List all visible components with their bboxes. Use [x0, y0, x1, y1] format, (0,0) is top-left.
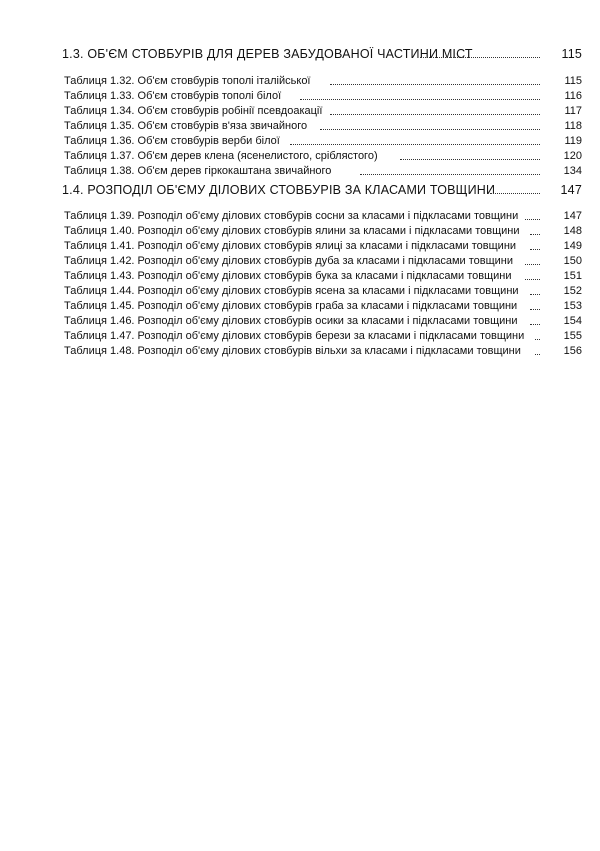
toc-entry-text: Таблиця 1.33. Об'єм стовбурів тополі білої	[64, 88, 284, 104]
leader-dots	[420, 46, 540, 58]
toc-entry-text: Таблиця 1.42. Розподіл об'єму ділових стовбурів дуба за класами і підкласами товщини	[64, 253, 516, 269]
toc-entry-text: Таблиця 1.47. Розподіл об'єму ділових стовбурів берези за класами і підкласами товщини	[64, 328, 527, 344]
toc-page-number: 156	[563, 345, 582, 357]
leader-dots	[525, 268, 540, 280]
toc-entry[interactable]	[0, 313, 600, 329]
leader-dots	[525, 253, 540, 265]
toc-page-number: 115	[564, 75, 582, 87]
leader-dots	[530, 313, 540, 325]
toc-entry[interactable]	[0, 133, 600, 149]
toc-entry-text: Таблиця 1.36. Об'єм стовбурів верби білої	[64, 133, 283, 149]
toc-entry-text: Таблиця 1.34. Об'єм стовбурів робінії псевдоакації	[64, 103, 325, 119]
toc-section[interactable]	[0, 46, 600, 62]
toc-page-number: 149	[563, 240, 582, 252]
toc-entry-text: Таблиця 1.37. Об'єм дерев клена (ясенелистого, сріблястого)	[64, 148, 381, 164]
toc-entry[interactable]	[0, 103, 600, 119]
toc-entry[interactable]	[0, 163, 600, 179]
toc-page-number: 134	[563, 165, 582, 177]
toc-entry[interactable]	[0, 268, 600, 284]
toc-entry[interactable]	[0, 283, 600, 299]
toc-page-number: 120	[563, 150, 582, 162]
toc-page-number: 147	[560, 183, 582, 197]
toc-entry-text: Таблиця 1.39. Розподіл об'єму ділових стовбурів сосни за класами і підкласами товщини	[64, 208, 521, 224]
toc-entry[interactable]	[0, 298, 600, 314]
toc-entry[interactable]	[0, 118, 600, 134]
toc-entry[interactable]	[0, 328, 600, 344]
toc-section[interactable]	[0, 182, 600, 198]
leader-dots	[530, 298, 540, 310]
toc-page-number: 115	[561, 47, 582, 61]
toc-page-number: 153	[563, 300, 582, 312]
toc-page-number: 147	[563, 210, 582, 222]
toc-section[interactable]	[0, 346, 600, 362]
leader-dots	[330, 73, 540, 85]
toc-entry[interactable]	[0, 238, 600, 254]
toc-page-number: 116	[564, 90, 582, 102]
toc-entry-text: Таблиця 1.38. Об'єм дерев гіркокаштана звичайного	[64, 163, 334, 179]
toc-entry[interactable]	[0, 208, 600, 224]
toc-page-number: 150	[563, 255, 582, 267]
toc-entry[interactable]	[0, 73, 600, 89]
leader-dots	[290, 133, 540, 145]
toc-entry[interactable]	[0, 253, 600, 269]
toc-entry[interactable]	[0, 148, 600, 164]
toc-page-number: 155	[563, 330, 582, 342]
toc-entry-text: 1.4. РОЗПОДІЛ ОБ'ЄМУ ДІЛОВИХ СТОВБУРІВ ЗА КЛАСАМИ ТОВЩИНИ	[62, 182, 498, 198]
toc-entry-text: Таблиця 1.45. Розподіл об'єму ділових стовбурів граба за класами і підкласами товщини	[64, 298, 520, 314]
toc-page-number: 154	[563, 315, 582, 327]
leader-dots	[360, 163, 540, 175]
toc-entry-text: 1.3. ОБ'ЄМ СТОВБУРІВ ДЛЯ ДЕРЕВ ЗАБУДОВАНОЇ ЧАСТИНИ МІСТ	[62, 46, 476, 62]
leader-dots	[400, 148, 540, 160]
leader-dots	[535, 328, 540, 340]
leader-dots	[330, 103, 540, 115]
toc-entry[interactable]	[0, 223, 600, 239]
toc-entry-text: Таблиця 1.41. Розподіл об'єму ділових стовбурів ялиці за класами і підкласами товщини	[64, 238, 519, 254]
leader-dots	[320, 118, 540, 130]
leader-dots	[530, 223, 540, 235]
toc-page-number: 119	[564, 135, 582, 147]
toc-entry-text: Таблиця 1.46. Розподіл об'єму ділових стовбурів осики за класами і підкласами товщини	[64, 313, 521, 329]
leader-dots	[530, 238, 540, 250]
toc-page-number: 148	[563, 225, 582, 237]
toc-entry-text: Таблиця 1.44. Розподіл об'єму ділових стовбурів ясена за класами і підкласами товщини	[64, 283, 522, 299]
leader-dots	[530, 283, 540, 295]
leader-dots	[490, 182, 540, 194]
toc-page-number: 152	[563, 285, 582, 297]
toc-page-number: 151	[563, 270, 582, 282]
toc-entry[interactable]	[0, 88, 600, 104]
leader-dots	[300, 88, 540, 100]
toc-entry-text: Таблиця 1.43. Розподіл об'єму ділових стовбурів бука за класами і підкласами товщини	[64, 268, 515, 284]
toc-page-number: 118	[564, 120, 582, 132]
toc-entry-text: Таблиця 1.32. Об'єм стовбурів тополі італійської	[64, 73, 314, 89]
toc-page-number: 117	[564, 105, 582, 117]
toc-entry-text: Таблиця 1.40. Розподіл об'єму ділових стовбурів ялини за класами і підкласами товщини	[64, 223, 523, 239]
toc-entry-text: Таблиця 1.35. Об'єм стовбурів в'яза звичайного	[64, 118, 310, 134]
toc-entry-text: Таблиця 1.48. Розподіл об'єму ділових стовбурів вільхи за класами і підкласами товщини	[64, 343, 524, 359]
leader-dots	[525, 208, 540, 220]
